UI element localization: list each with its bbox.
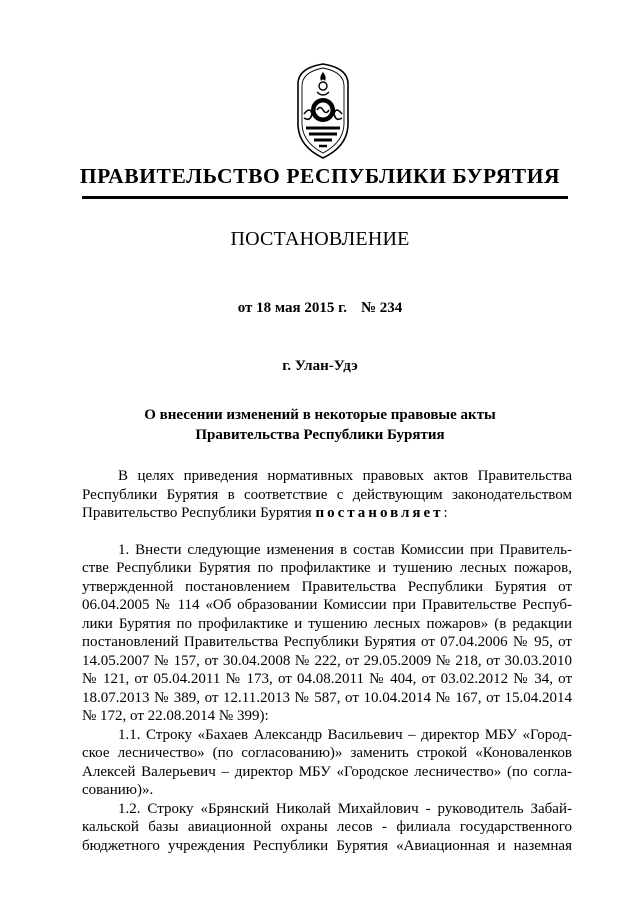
date-number-line	[0, 300, 640, 317]
paragraph-1	[82, 541, 572, 726]
paragraph-1-1	[82, 726, 572, 800]
document-type: ПОСТАНОВЛЕНИЕ	[230, 228, 410, 250]
paragraph-line: 14.05.2007 № 157, от 30.04.2008 № 222, от 29.05.2009 № 218, от 30.03.2010	[82, 652, 572, 669]
preamble-line	[82, 504, 572, 523]
document-body	[82, 467, 572, 855]
paragraph-line: стве Республики Бурятия по профилактике и тушению лесных пожаров,	[82, 560, 572, 576]
paragraph-line: 1. Внести следующие изменения в состав Комиссии при Правитель-	[118, 541, 572, 558]
paragraph-line: 18.07.2013 № 389, от 12.11.2013 № 587, от 10.04.2014 № 167, от 15.04.2014	[82, 689, 572, 706]
header-divider	[82, 196, 568, 199]
city-line: г. Улан-Удэ	[282, 358, 358, 374]
subject-line-1: О внесении изменений в некоторые правовые акты	[144, 407, 496, 423]
preamble-line: Республики Бурятия в соответствие с действующим законодательством	[82, 486, 572, 503]
preamble-paragraph	[82, 467, 572, 523]
paragraph-line: 06.04.2005 № 114 «Об образовании Комиссии при Правительстве Респуб-	[82, 597, 572, 613]
paragraph-line: ское лесничество» (по согласованию)» заменить строкой «Коноваленков	[82, 745, 572, 761]
paragraph-line: постановлений Правительства Республики Бурятия от 07.04.2006 № 95, от	[82, 634, 572, 650]
preamble-prefix: Правительство Республики Бурятия	[82, 505, 316, 521]
paragraph-1-2	[82, 800, 572, 856]
paragraph-line: 1.2. Строку «Брянский Николай Михайлович - руководитель Забай-	[118, 800, 572, 817]
preamble-suffix: :	[443, 505, 448, 521]
subject-line-2: Правительства Республики Бурятия	[195, 427, 445, 443]
preamble-line: В целях приведения нормативных правовых актов Правительства	[118, 468, 572, 484]
paragraph-line: Алексей Валерьевич – директор МБУ «Городское лесничество» (по согла-	[82, 763, 572, 780]
government-title: ПРАВИТЕЛЬСТВО РЕСПУБЛИКИ БУРЯТИЯ	[79, 164, 561, 188]
paragraph-line: лики Бурятия по профилактике и тушению лесных пожаров» (в редакции	[82, 615, 572, 632]
document-number: № 234	[360, 300, 403, 316]
decree-word: постановляет	[315, 505, 444, 521]
paragraph-line: 1.1. Строку «Бахаев Александр Васильевич – директор МБУ «Город-	[118, 726, 572, 743]
coat-of-arms-emblem	[290, 62, 356, 160]
document-date: от 18 мая 2015 г.	[237, 300, 347, 316]
document-subject	[0, 405, 640, 445]
paragraph-line: № 121, от 05.04.2011 № 173, от 04.08.2011 № 404, от 03.02.2012 № 34, от	[82, 671, 572, 687]
paragraph-line: кальской базы авиационной охраны лесов - филиала государственного	[82, 819, 572, 835]
paragraph-line: сованию)».	[82, 782, 154, 798]
paragraph-line: № 172, от 22.08.2014 № 399):	[82, 708, 269, 724]
paragraph-line: утвержденной постановлением Правительства Республики Бурятия от	[82, 578, 572, 595]
paragraph-line: бюджетного учреждения Республики Бурятия «Авиационная и наземная	[82, 837, 572, 854]
